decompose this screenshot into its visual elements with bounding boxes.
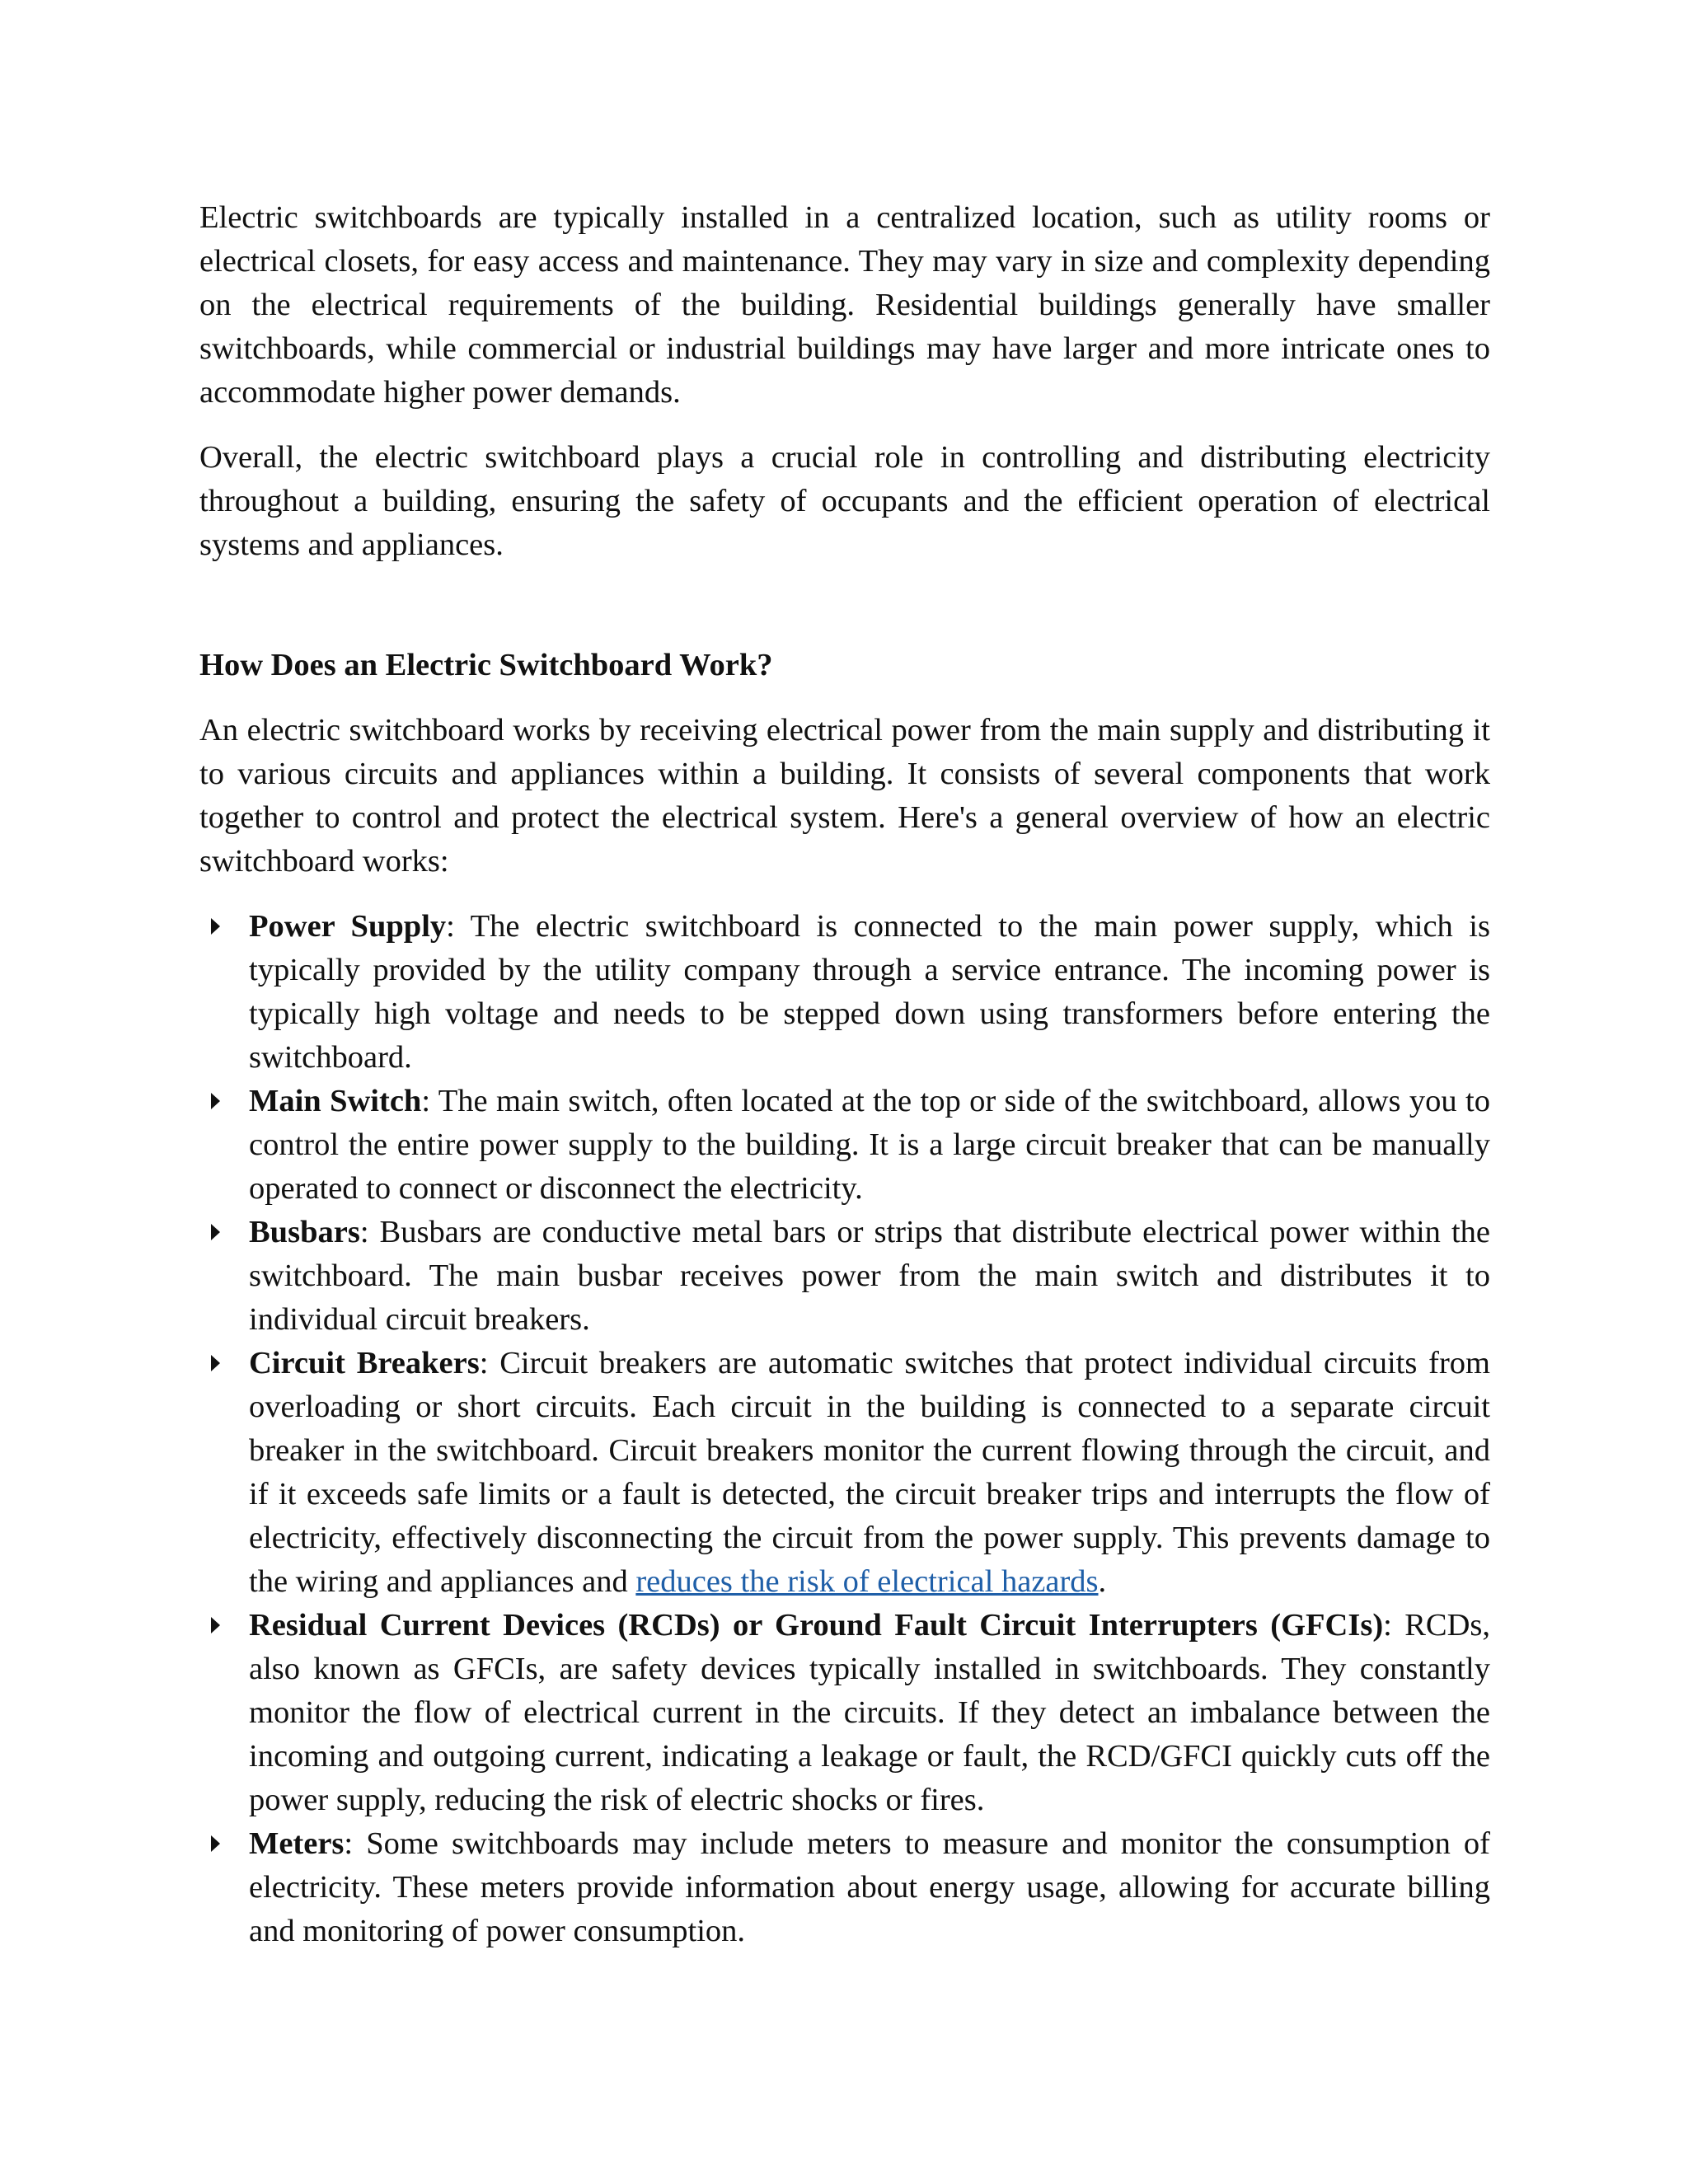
list-item-text: : The electric switchboard is connected to the main power supply, which is typically provided by the utility company through a service entrance. The incoming power is typically high voltage and needs to be stepped down using transformers before entering the switchboard. xyxy=(249,909,1490,1075)
list-item-term: Residual Current Devices (RCDs) or Ground Fault Circuit Interrupters (GFCIs) xyxy=(249,1608,1384,1643)
list-item-term: Meters xyxy=(249,1826,345,1861)
list-item-text: : Some switchboards may include meters to measure and monitor the consumption of electricity. These meters provide information about energy usage, allowing for accurate billing and monitoring of power consumption. xyxy=(249,1826,1490,1948)
triangle-bullet-icon xyxy=(211,1355,220,1371)
components-list xyxy=(199,905,1490,1953)
section-heading: How Does an Electric Switchboard Work? xyxy=(199,648,773,682)
list-item-text: : The main switch, often located at the top or side of the switchboard, allows you to control the entire power supply to the building. It is a large circuit breaker that can be manually operated to connect or disconnect the electricity. xyxy=(249,1084,1491,1206)
triangle-bullet-icon xyxy=(211,1224,220,1240)
list-item-term: Circuit Breakers xyxy=(249,1346,480,1380)
list-item-main-switch xyxy=(199,1080,1490,1211)
paragraph-location: Electric switchboards are typically installed in a centralized location, such as utility rooms or electrical closets, for easy access and maintenance. They may vary in size and complexity depending on the electrical requirements of the building. Residential buildings generally have smaller switchboards, while commercial or industrial buildings may have larger and more intricate ones to accommodate higher power demands. xyxy=(199,200,1490,410)
list-item-term: Power Supply xyxy=(249,909,447,944)
triangle-bullet-icon xyxy=(211,1835,220,1852)
list-item-meters xyxy=(199,1822,1490,1953)
triangle-bullet-icon xyxy=(211,1617,220,1633)
electrical-hazards-link[interactable]: reduces the risk of electrical hazards xyxy=(635,1564,1099,1599)
list-item-term: Main Switch xyxy=(249,1084,422,1118)
paragraph-overall: Overall, the electric switchboard plays a crucial role in controlling and distributing electricity throughout a building, ensuring the safety of occupants and the efficient operation of electrical systems and appliances. xyxy=(199,440,1490,562)
list-item-term: Busbars xyxy=(249,1215,360,1249)
list-item-power-supply xyxy=(199,905,1490,1080)
list-item-busbars xyxy=(199,1211,1490,1342)
list-item-circuit-breakers xyxy=(199,1342,1490,1604)
triangle-bullet-icon xyxy=(211,918,220,935)
document-page xyxy=(199,196,1490,1953)
list-item-text: : Circuit breakers are automatic switches that protect individual circuits from overloading or short circuits. Each circuit in the building is connected to a separate circuit breaker in the switchboard. Circuit breakers monitor the current flowing through the circuit, and if it exceeds safe limits or a fault is detected, the circuit breaker trips and interrupts the flow of electricity, effectively disconnecting the circuit from the power supply. This prevents damage to the wiring and appliances and xyxy=(249,1346,1491,1599)
section-intro: An electric switchboard works by receiving electrical power from the main supply and distributing it to various circuits and appliances within a building. It consists of several components that work together to control and protect the electrical system. Here's a general overview of how an electric switchboard works: xyxy=(199,713,1490,879)
triangle-bullet-icon xyxy=(211,1093,220,1109)
list-item-rcds xyxy=(199,1604,1490,1822)
list-item-text: : RCDs, also known as GFCIs, are safety devices typically installed in switchboards. They constantly monitor the flow of electrical current in the circuits. If they detect an imbalance between the incoming and outgoing current, indicating a leakage or fault, the RCD/GFCI quickly cuts off the power supply, reducing the risk of electric shocks or fires. xyxy=(249,1608,1490,1817)
list-item-text-end: . xyxy=(1098,1564,1107,1599)
list-item-text: : Busbars are conductive metal bars or strips that distribute electrical power within the switchboard. The main busbar receives power from the main switch and distributes it to individual circuit breakers. xyxy=(249,1215,1490,1337)
